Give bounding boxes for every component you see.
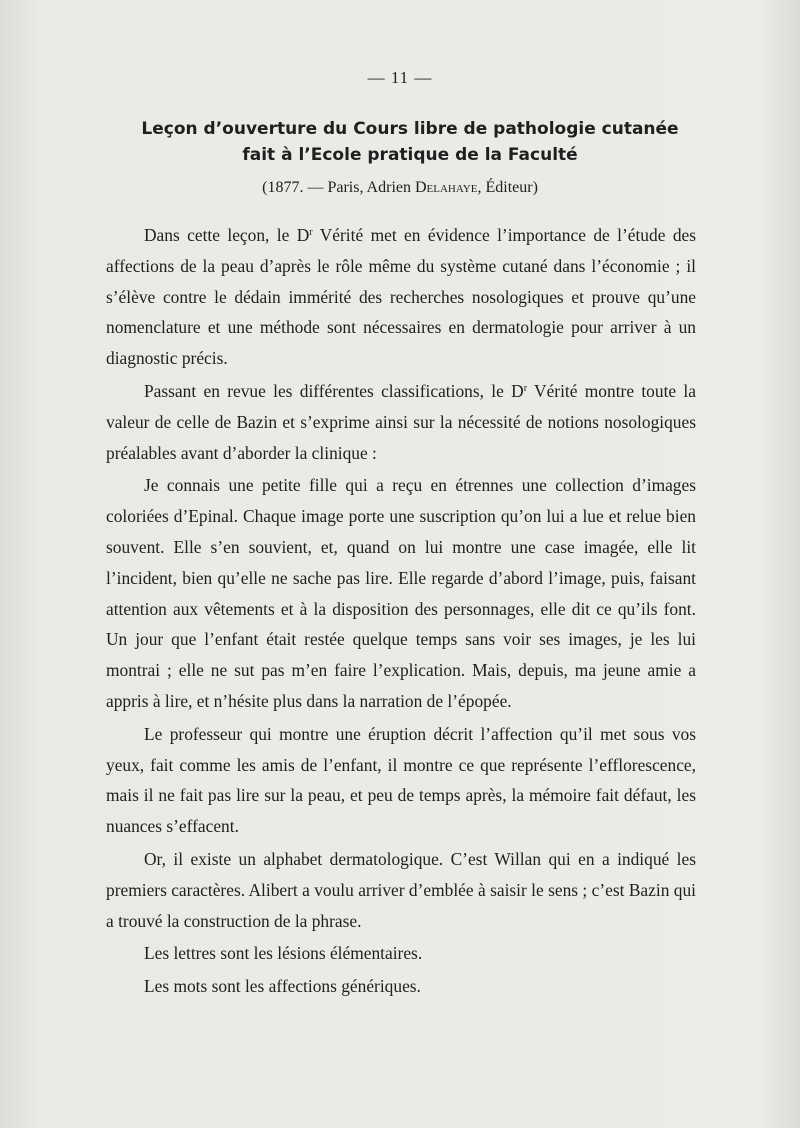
body-text xyxy=(106,220,696,1004)
page-number: — 11 — xyxy=(367,68,433,87)
paragraph-6: Les lettres sont les lésions élémentaires. xyxy=(144,943,423,964)
paragraph-1 xyxy=(106,220,696,374)
publication-info-prefix: (1877. — Paris, Adrien xyxy=(262,179,415,196)
paragraph-7: Les mots sont les affections génériques. xyxy=(144,976,421,997)
paragraph-2-part-a: Passant en revue les différentes classifications, le D xyxy=(144,380,524,401)
paragraph-3: Je connais une petite fille qui a reçu en étrennes une collection d’images coloriées d’Epinal. Chaque image porte une suscription qu’on lui a lue et relue bien souvent. Elle s’en souvient, et, quand on lui montre une case imagée, elle lit l’incident, bien qu’elle ne sache pas lire. Elle regarde d’abord l’image, puis, faisant attention aux vêtements et à la disposition des personnages, elle dit ce qu’ils font. Un jour que l’enfant était restée quelque temps sans voir ses images, je les lui montrai ; elle ne sut pas m’en faire l’explication. Mais, depuis, ma jeune amie a appris à lire, et n’hésite plus dans la narration de l’épopée. xyxy=(106,475,696,711)
paragraph-4: Le professeur qui montre une éruption décrit l’affection qu’il met sous vos yeux, fait comme les amis de l’enfant, il montre ce que représente l’efflorescence, mais il ne fait pas lire sur la peau, et peu de temps après, la mémoire fait défaut, les nuances s’effacent. xyxy=(106,723,696,837)
publisher-name: Delahaye xyxy=(414,179,478,196)
title-line-2: fait à l’Ecole pratique de la Faculté xyxy=(242,145,578,165)
publication-info xyxy=(0,178,800,198)
paragraph-2 xyxy=(106,376,696,468)
paragraph-5: Or, il existe un alphabet dermatologique. C’est Willan qui en a indiqué les premiers caractères. Alibert a voulu arriver d’emblée à saisir le sens ; c’est Bazin qui a trouvé la construction de la phrase. xyxy=(106,848,696,931)
paragraph-1-superscript: r xyxy=(309,227,313,238)
paragraph-1-part-a: Dans cette leçon, le D xyxy=(144,225,310,245)
publication-info-suffix: , Éditeur) xyxy=(477,179,538,196)
paragraph-2-superscript: r xyxy=(523,382,528,394)
lecture-title xyxy=(60,116,760,168)
paragraph-2-part-b: Vérité montre toute la valeur de celle de Bazin et s’exprime ainsi sur la nécessité de notions nosologiques préalables avant d’aborder la clinique : xyxy=(106,380,696,463)
paragraph-1-part-b: Vérité met en évidence l’importance de l’étude des affections de la peau d’après le rôle même du système cutané dans l’économie ; il s’élève contre le dédain immérité des recherches nosologiques et prouve qu’une nomenclature et une méthode sont nécessaires en dermatologie pour arriver à un diagnostic précis. xyxy=(106,225,696,369)
title-line-1: Leçon d’ouverture du Cours libre de pathologie cutanée xyxy=(141,119,679,139)
